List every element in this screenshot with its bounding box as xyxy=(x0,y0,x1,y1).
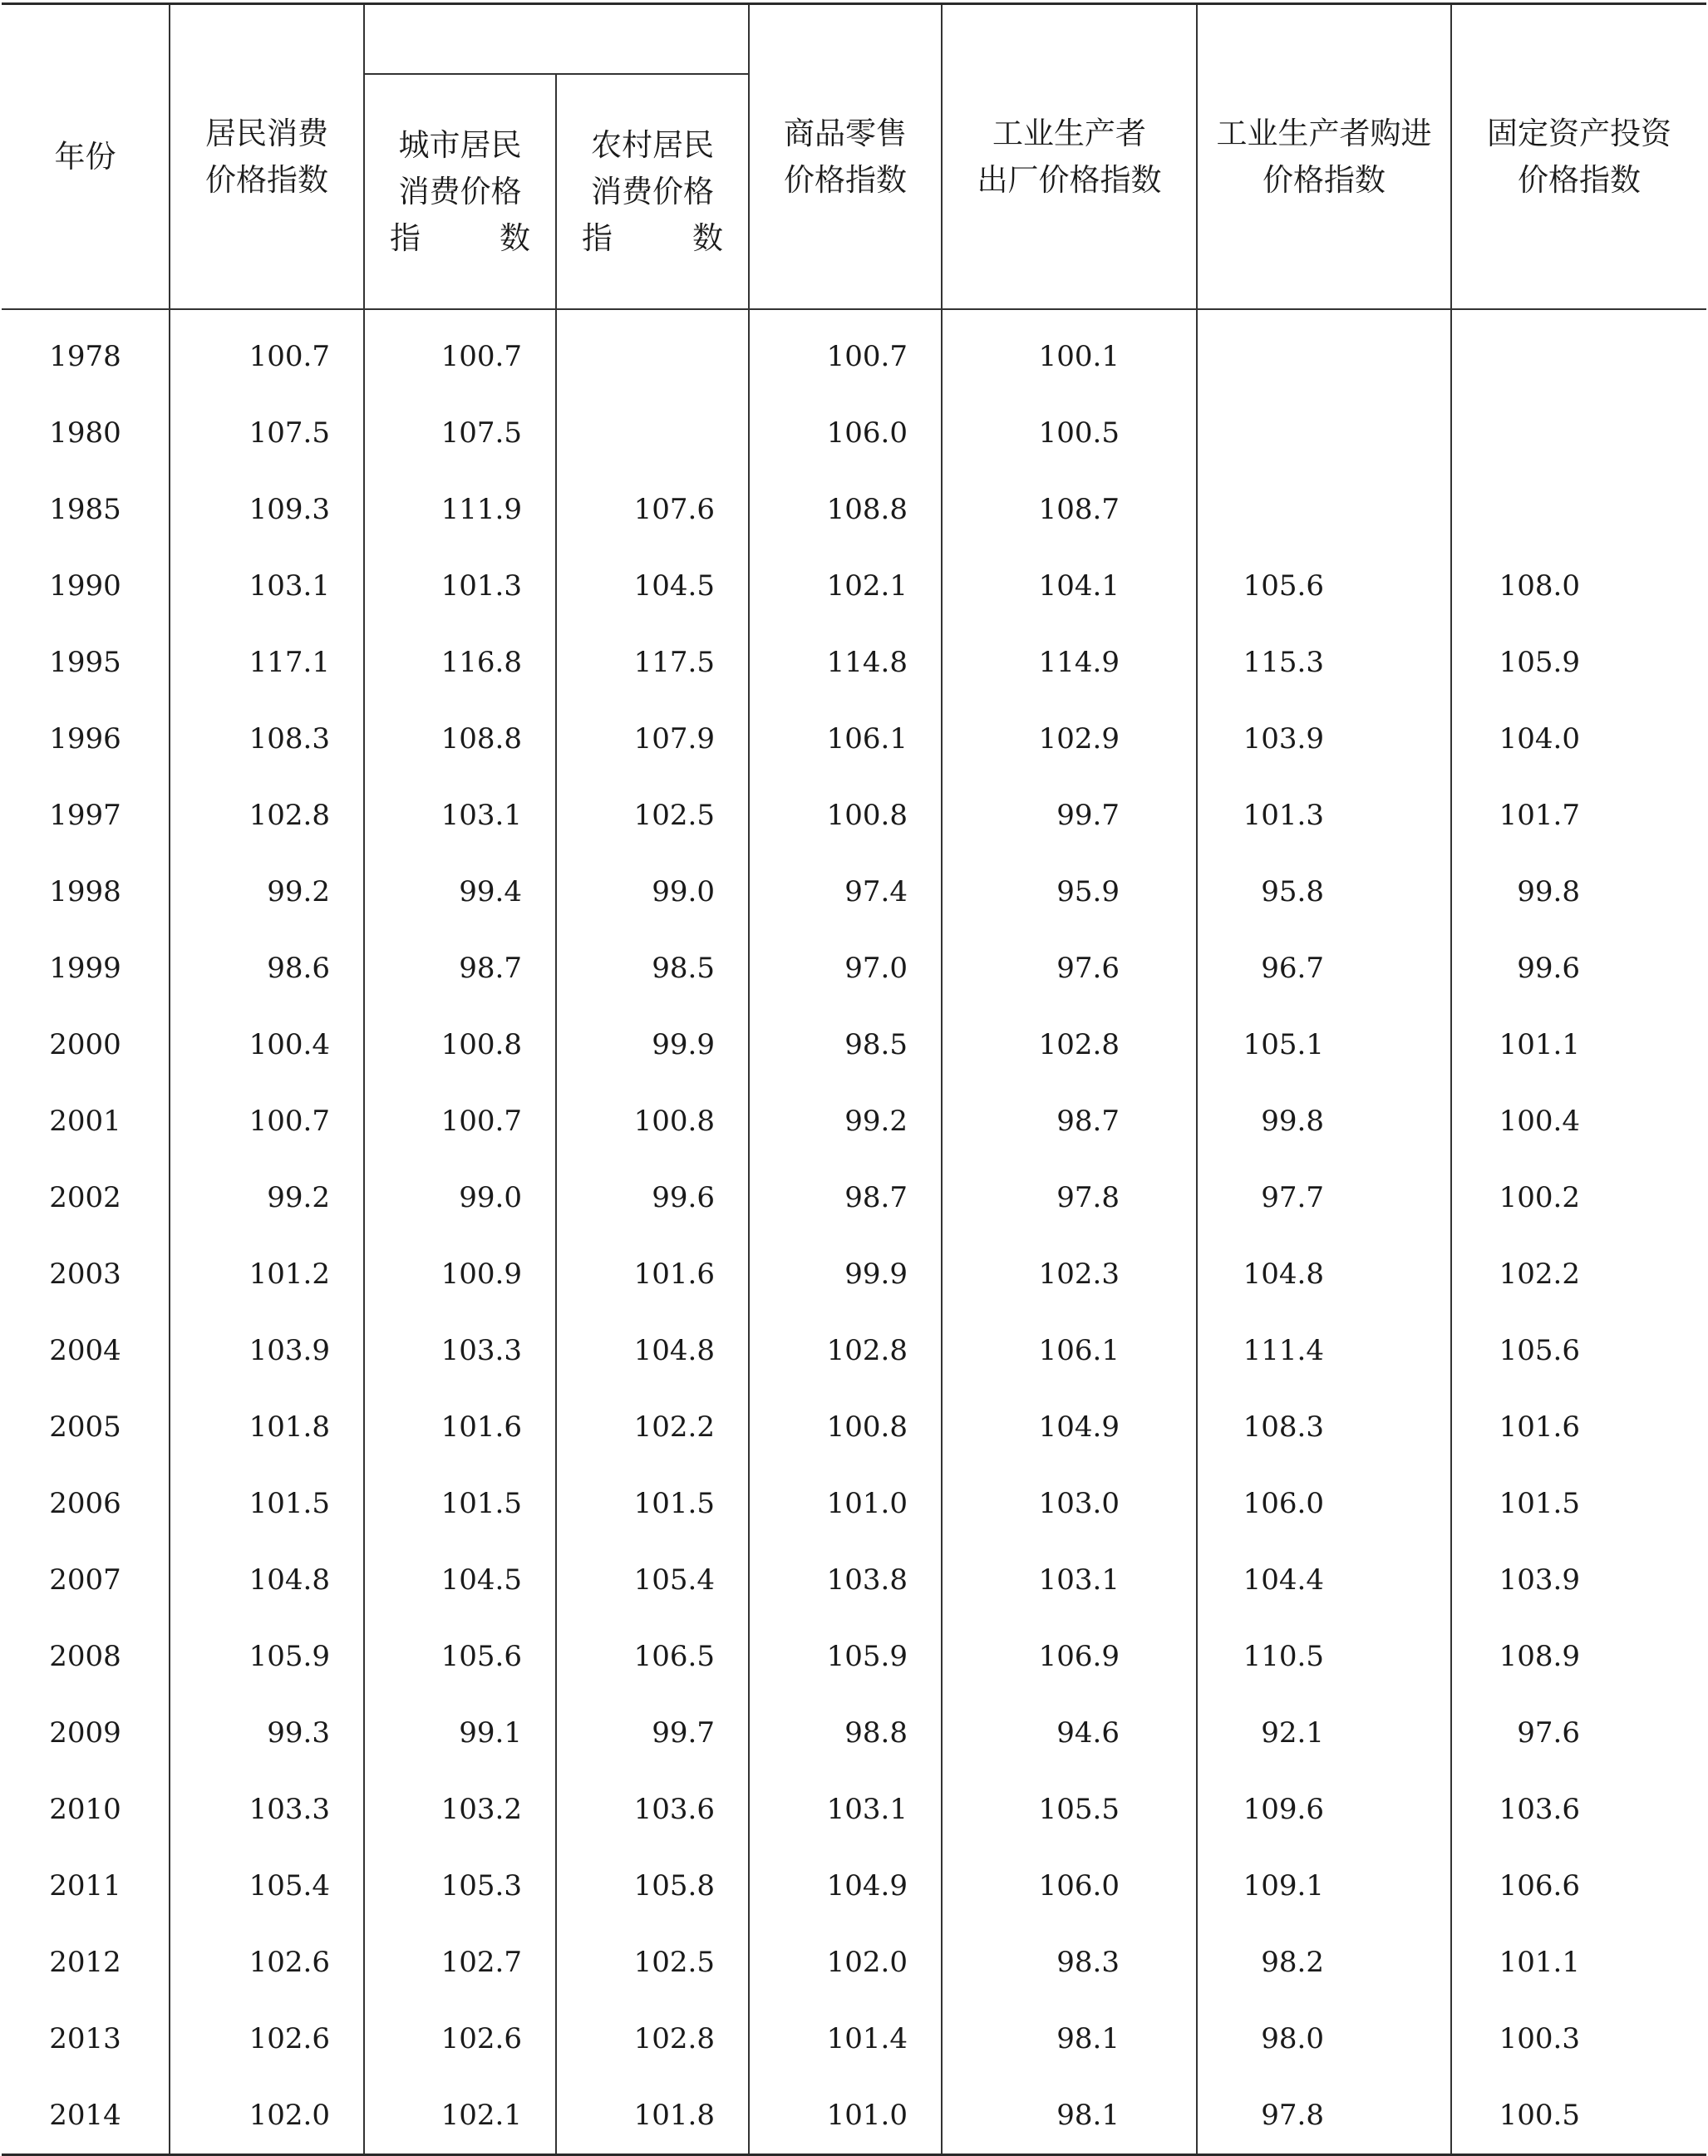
table-row xyxy=(2,1848,1706,1924)
header-ppi-in: 工业生产者购进 价格指数 xyxy=(1197,4,1451,310)
cell-cpi-rural: 103.6 xyxy=(556,1771,749,1848)
cell-year: 2009 xyxy=(49,1716,121,1750)
cell-cpi-rural: 99.0 xyxy=(556,854,749,930)
cell-cpi-urban: 99.4 xyxy=(364,854,556,930)
table-row xyxy=(2,777,1706,854)
cell-ppi-out: 100.5 xyxy=(942,395,1197,471)
cell-fixed-asset xyxy=(1451,309,1706,395)
header-retail: 商品零售 价格指数 xyxy=(749,4,942,310)
cell-year: 1995 xyxy=(49,646,121,679)
cell-retail: 114.8 xyxy=(749,624,942,701)
table-row xyxy=(2,395,1706,471)
cell-cpi: 100.7 xyxy=(170,309,364,395)
cell-cpi-rural xyxy=(556,309,749,395)
cell-ppi-out: 114.9 xyxy=(942,624,1197,701)
header-year: 年份 xyxy=(2,4,170,310)
cell-ppi-in: 104.8 xyxy=(1197,1236,1451,1312)
cell-ppi-out: 102.9 xyxy=(942,701,1197,777)
cell-cpi-rural: 102.5 xyxy=(556,1924,749,2001)
cell-cpi-rural: 106.5 xyxy=(556,1618,749,1695)
cell-cpi: 103.1 xyxy=(170,548,364,624)
cell-year: 2007 xyxy=(49,1563,121,1597)
cell-fixed-asset: 99.8 xyxy=(1451,854,1706,930)
table-row xyxy=(2,1924,1706,2001)
table-row xyxy=(2,1159,1706,1236)
cell-year: 1999 xyxy=(49,952,121,985)
cell-cpi-urban: 111.9 xyxy=(364,471,556,548)
cell-retail: 98.8 xyxy=(749,1695,942,1771)
cell-ppi-in: 109.1 xyxy=(1197,1848,1451,1924)
cell-year: 2004 xyxy=(49,1334,121,1367)
cell-retail: 105.9 xyxy=(749,1618,942,1695)
cell-cpi-urban: 105.3 xyxy=(364,1848,556,1924)
cell-fixed-asset: 101.7 xyxy=(1451,777,1706,854)
cell-cpi: 100.4 xyxy=(170,1007,364,1083)
cell-ppi-out: 108.7 xyxy=(942,471,1197,548)
cell-ppi-in xyxy=(1197,471,1451,548)
cell-year: 1978 xyxy=(49,340,121,373)
cell-year: 2003 xyxy=(49,1258,121,1291)
cell-cpi-urban: 108.8 xyxy=(364,701,556,777)
table-header xyxy=(2,4,1706,310)
cell-ppi-out: 106.1 xyxy=(942,1312,1197,1389)
table-row xyxy=(2,2077,1706,2155)
cell-cpi-rural: 104.8 xyxy=(556,1312,749,1389)
cell-fixed-asset: 102.2 xyxy=(1451,1236,1706,1312)
cell-ppi-out: 99.7 xyxy=(942,777,1197,854)
cell-cpi-rural: 104.5 xyxy=(556,548,749,624)
table-row xyxy=(2,309,1706,395)
cell-ppi-in: 109.6 xyxy=(1197,1771,1451,1848)
table-row xyxy=(2,1007,1706,1083)
cell-cpi-urban: 99.1 xyxy=(364,1695,556,1771)
table-row xyxy=(2,1771,1706,1848)
cell-cpi: 101.2 xyxy=(170,1236,364,1312)
cell-retail: 106.1 xyxy=(749,701,942,777)
cell-ppi-in: 101.3 xyxy=(1197,777,1451,854)
cell-ppi-in xyxy=(1197,309,1451,395)
cell-year: 1997 xyxy=(49,799,121,832)
cell-cpi: 103.9 xyxy=(170,1312,364,1389)
table-row xyxy=(2,471,1706,548)
cell-fixed-asset: 108.9 xyxy=(1451,1618,1706,1695)
cell-cpi-urban: 107.5 xyxy=(364,395,556,471)
cell-ppi-in: 106.0 xyxy=(1197,1465,1451,1542)
table-body xyxy=(2,309,1706,2155)
cell-cpi-rural: 102.5 xyxy=(556,777,749,854)
cell-cpi-urban: 103.2 xyxy=(364,1771,556,1848)
cell-ppi-in: 108.3 xyxy=(1197,1389,1451,1465)
cell-year: 2008 xyxy=(49,1640,121,1673)
cell-cpi: 99.2 xyxy=(170,854,364,930)
cell-cpi-urban: 100.7 xyxy=(364,1083,556,1159)
cell-ppi-out: 103.0 xyxy=(942,1465,1197,1542)
table-row xyxy=(2,1083,1706,1159)
cell-retail: 101.4 xyxy=(749,2001,942,2077)
cell-cpi: 102.0 xyxy=(170,2077,364,2155)
cell-cpi-urban: 103.1 xyxy=(364,777,556,854)
cell-cpi: 107.5 xyxy=(170,395,364,471)
cell-ppi-in: 111.4 xyxy=(1197,1312,1451,1389)
cell-cpi-urban: 116.8 xyxy=(364,624,556,701)
cell-year: 2000 xyxy=(49,1028,121,1061)
cell-cpi-rural: 99.6 xyxy=(556,1159,749,1236)
cell-ppi-out: 94.6 xyxy=(942,1695,1197,1771)
table-row xyxy=(2,854,1706,930)
cell-year: 1998 xyxy=(49,875,121,908)
cell-ppi-in: 97.7 xyxy=(1197,1159,1451,1236)
cell-year: 2014 xyxy=(49,2099,121,2132)
cell-year: 1996 xyxy=(49,722,121,756)
cell-cpi-urban: 100.7 xyxy=(364,309,556,395)
cell-year: 2002 xyxy=(49,1181,121,1214)
cell-cpi: 104.8 xyxy=(170,1542,364,1618)
cell-fixed-asset: 100.5 xyxy=(1451,2077,1706,2155)
table-row xyxy=(2,624,1706,701)
cell-retail: 100.7 xyxy=(749,309,942,395)
cell-cpi: 98.6 xyxy=(170,930,364,1007)
cell-cpi: 100.7 xyxy=(170,1083,364,1159)
cell-cpi: 102.6 xyxy=(170,1924,364,2001)
cell-cpi-rural: 105.8 xyxy=(556,1848,749,1924)
cell-retail: 101.0 xyxy=(749,1465,942,1542)
cell-cpi: 105.4 xyxy=(170,1848,364,1924)
cell-ppi-out: 103.1 xyxy=(942,1542,1197,1618)
cell-cpi-rural: 99.9 xyxy=(556,1007,749,1083)
cell-retail: 104.9 xyxy=(749,1848,942,1924)
cell-cpi-rural: 100.8 xyxy=(556,1083,749,1159)
cell-cpi-urban: 102.1 xyxy=(364,2077,556,2155)
cell-ppi-out: 95.9 xyxy=(942,854,1197,930)
cell-cpi-rural: 98.5 xyxy=(556,930,749,1007)
table-row xyxy=(2,1236,1706,1312)
cell-fixed-asset: 106.6 xyxy=(1451,1848,1706,1924)
cell-cpi-urban: 104.5 xyxy=(364,1542,556,1618)
table-row xyxy=(2,930,1706,1007)
cell-ppi-out: 98.1 xyxy=(942,2001,1197,2077)
cell-cpi-rural: 99.7 xyxy=(556,1695,749,1771)
cell-fixed-asset: 97.6 xyxy=(1451,1695,1706,1771)
table-row xyxy=(2,1542,1706,1618)
cell-year: 2006 xyxy=(49,1487,121,1520)
cell-cpi: 102.6 xyxy=(170,2001,364,2077)
cell-ppi-out: 98.3 xyxy=(942,1924,1197,2001)
table-row xyxy=(2,2001,1706,2077)
cell-cpi-urban: 102.6 xyxy=(364,2001,556,2077)
cell-cpi: 99.2 xyxy=(170,1159,364,1236)
cell-cpi: 101.8 xyxy=(170,1389,364,1465)
cell-retail: 99.2 xyxy=(749,1083,942,1159)
cell-fixed-asset xyxy=(1451,395,1706,471)
cell-fixed-asset: 100.2 xyxy=(1451,1159,1706,1236)
cell-retail: 108.8 xyxy=(749,471,942,548)
cell-fixed-asset: 105.6 xyxy=(1451,1312,1706,1389)
cell-cpi-urban: 100.8 xyxy=(364,1007,556,1083)
cell-cpi-rural: 105.4 xyxy=(556,1542,749,1618)
header-cpi: 居民消费 价格指数 xyxy=(170,4,364,310)
cell-cpi-rural: 107.6 xyxy=(556,471,749,548)
table-row xyxy=(2,1618,1706,1695)
cell-ppi-in: 105.1 xyxy=(1197,1007,1451,1083)
cell-fixed-asset: 101.5 xyxy=(1451,1465,1706,1542)
cell-ppi-in: 105.6 xyxy=(1197,548,1451,624)
cell-year: 2012 xyxy=(49,1946,121,1979)
cell-cpi-rural: 102.8 xyxy=(556,2001,749,2077)
cell-fixed-asset: 100.4 xyxy=(1451,1083,1706,1159)
table-row xyxy=(2,701,1706,777)
cell-retail: 100.8 xyxy=(749,1389,942,1465)
table-row xyxy=(2,1695,1706,1771)
header-cpi-breakdown-group xyxy=(364,4,749,75)
cell-cpi-urban: 105.6 xyxy=(364,1618,556,1695)
cell-fixed-asset: 103.6 xyxy=(1451,1771,1706,1848)
table-row xyxy=(2,1389,1706,1465)
cell-fixed-asset: 108.0 xyxy=(1451,548,1706,624)
cell-cpi-rural: 107.9 xyxy=(556,701,749,777)
cell-retail: 102.1 xyxy=(749,548,942,624)
table-row xyxy=(2,548,1706,624)
cell-ppi-out: 97.6 xyxy=(942,930,1197,1007)
price-index-table xyxy=(2,2,1706,2156)
cell-cpi-rural: 101.8 xyxy=(556,2077,749,2155)
cell-ppi-out: 106.9 xyxy=(942,1618,1197,1695)
cell-ppi-in: 98.0 xyxy=(1197,2001,1451,2077)
cell-retail: 103.1 xyxy=(749,1771,942,1848)
cell-cpi-urban: 101.5 xyxy=(364,1465,556,1542)
cell-ppi-in: 92.1 xyxy=(1197,1695,1451,1771)
cell-ppi-out: 102.8 xyxy=(942,1007,1197,1083)
cell-fixed-asset: 100.3 xyxy=(1451,2001,1706,2077)
cell-fixed-asset: 99.6 xyxy=(1451,930,1706,1007)
table-row xyxy=(2,1465,1706,1542)
cell-ppi-out: 105.5 xyxy=(942,1771,1197,1848)
cell-cpi-rural: 101.6 xyxy=(556,1236,749,1312)
cell-cpi-urban: 102.7 xyxy=(364,1924,556,2001)
cell-fixed-asset: 101.1 xyxy=(1451,1924,1706,2001)
cell-ppi-out: 100.1 xyxy=(942,309,1197,395)
cell-ppi-in: 95.8 xyxy=(1197,854,1451,930)
header-ppi-out: 工业生产者 出厂价格指数 xyxy=(942,4,1197,310)
header-cpi-rural: 农村居民 消费价格 指 数 xyxy=(556,74,749,309)
cell-year: 1985 xyxy=(49,493,121,526)
cell-year: 2011 xyxy=(49,1869,121,1902)
cell-ppi-in: 97.8 xyxy=(1197,2077,1451,2155)
cell-retail: 102.0 xyxy=(749,1924,942,2001)
cell-year: 1980 xyxy=(49,416,121,450)
cell-cpi-urban: 100.9 xyxy=(364,1236,556,1312)
cell-fixed-asset: 103.9 xyxy=(1451,1542,1706,1618)
header-fixed-asset: 固定资产投资 价格指数 xyxy=(1451,4,1706,310)
cell-ppi-out: 98.1 xyxy=(942,2077,1197,2155)
cell-cpi: 103.3 xyxy=(170,1771,364,1848)
cell-cpi-rural: 101.5 xyxy=(556,1465,749,1542)
cell-cpi: 108.3 xyxy=(170,701,364,777)
cell-ppi-out: 98.7 xyxy=(942,1083,1197,1159)
cell-year: 2005 xyxy=(49,1410,121,1444)
cell-year: 1990 xyxy=(49,569,121,603)
table-row xyxy=(2,1312,1706,1389)
cell-cpi-urban: 101.6 xyxy=(364,1389,556,1465)
cell-ppi-out: 104.9 xyxy=(942,1389,1197,1465)
cell-ppi-in: 96.7 xyxy=(1197,930,1451,1007)
cell-retail: 100.8 xyxy=(749,777,942,854)
cell-cpi-rural: 117.5 xyxy=(556,624,749,701)
cell-ppi-out: 102.3 xyxy=(942,1236,1197,1312)
cell-ppi-out: 104.1 xyxy=(942,548,1197,624)
cell-ppi-in: 115.3 xyxy=(1197,624,1451,701)
cell-cpi-urban: 99.0 xyxy=(364,1159,556,1236)
cell-retail: 98.5 xyxy=(749,1007,942,1083)
cell-retail: 99.9 xyxy=(749,1236,942,1312)
cell-fixed-asset: 101.6 xyxy=(1451,1389,1706,1465)
cell-retail: 98.7 xyxy=(749,1159,942,1236)
cell-ppi-in: 99.8 xyxy=(1197,1083,1451,1159)
cell-cpi-urban: 98.7 xyxy=(364,930,556,1007)
cell-retail: 106.0 xyxy=(749,395,942,471)
cell-cpi: 105.9 xyxy=(170,1618,364,1695)
cell-retail: 101.0 xyxy=(749,2077,942,2155)
cell-ppi-out: 97.8 xyxy=(942,1159,1197,1236)
cell-ppi-in: 104.4 xyxy=(1197,1542,1451,1618)
cell-ppi-in xyxy=(1197,395,1451,471)
cell-cpi-urban: 101.3 xyxy=(364,548,556,624)
cell-cpi-urban: 103.3 xyxy=(364,1312,556,1389)
cell-year: 2001 xyxy=(49,1105,121,1138)
cell-fixed-asset: 104.0 xyxy=(1451,701,1706,777)
cell-cpi: 101.5 xyxy=(170,1465,364,1542)
header-cpi-urban: 城市居民 消费价格 指 数 xyxy=(364,74,556,309)
cell-ppi-in: 103.9 xyxy=(1197,701,1451,777)
cell-retail: 97.4 xyxy=(749,854,942,930)
cell-fixed-asset xyxy=(1451,471,1706,548)
cell-ppi-in: 98.2 xyxy=(1197,1924,1451,2001)
cell-cpi: 117.1 xyxy=(170,624,364,701)
cell-ppi-out: 106.0 xyxy=(942,1848,1197,1924)
cell-fixed-asset: 105.9 xyxy=(1451,624,1706,701)
cell-retail: 102.8 xyxy=(749,1312,942,1389)
cell-cpi-rural: 102.2 xyxy=(556,1389,749,1465)
cell-cpi: 102.8 xyxy=(170,777,364,854)
cell-retail: 103.8 xyxy=(749,1542,942,1618)
cell-fixed-asset: 101.1 xyxy=(1451,1007,1706,1083)
cell-cpi: 109.3 xyxy=(170,471,364,548)
cell-cpi-rural xyxy=(556,395,749,471)
cell-cpi: 99.3 xyxy=(170,1695,364,1771)
cell-year: 2013 xyxy=(49,2022,121,2055)
cell-year: 2010 xyxy=(49,1793,121,1826)
cell-retail: 97.0 xyxy=(749,930,942,1007)
cell-ppi-in: 110.5 xyxy=(1197,1618,1451,1695)
